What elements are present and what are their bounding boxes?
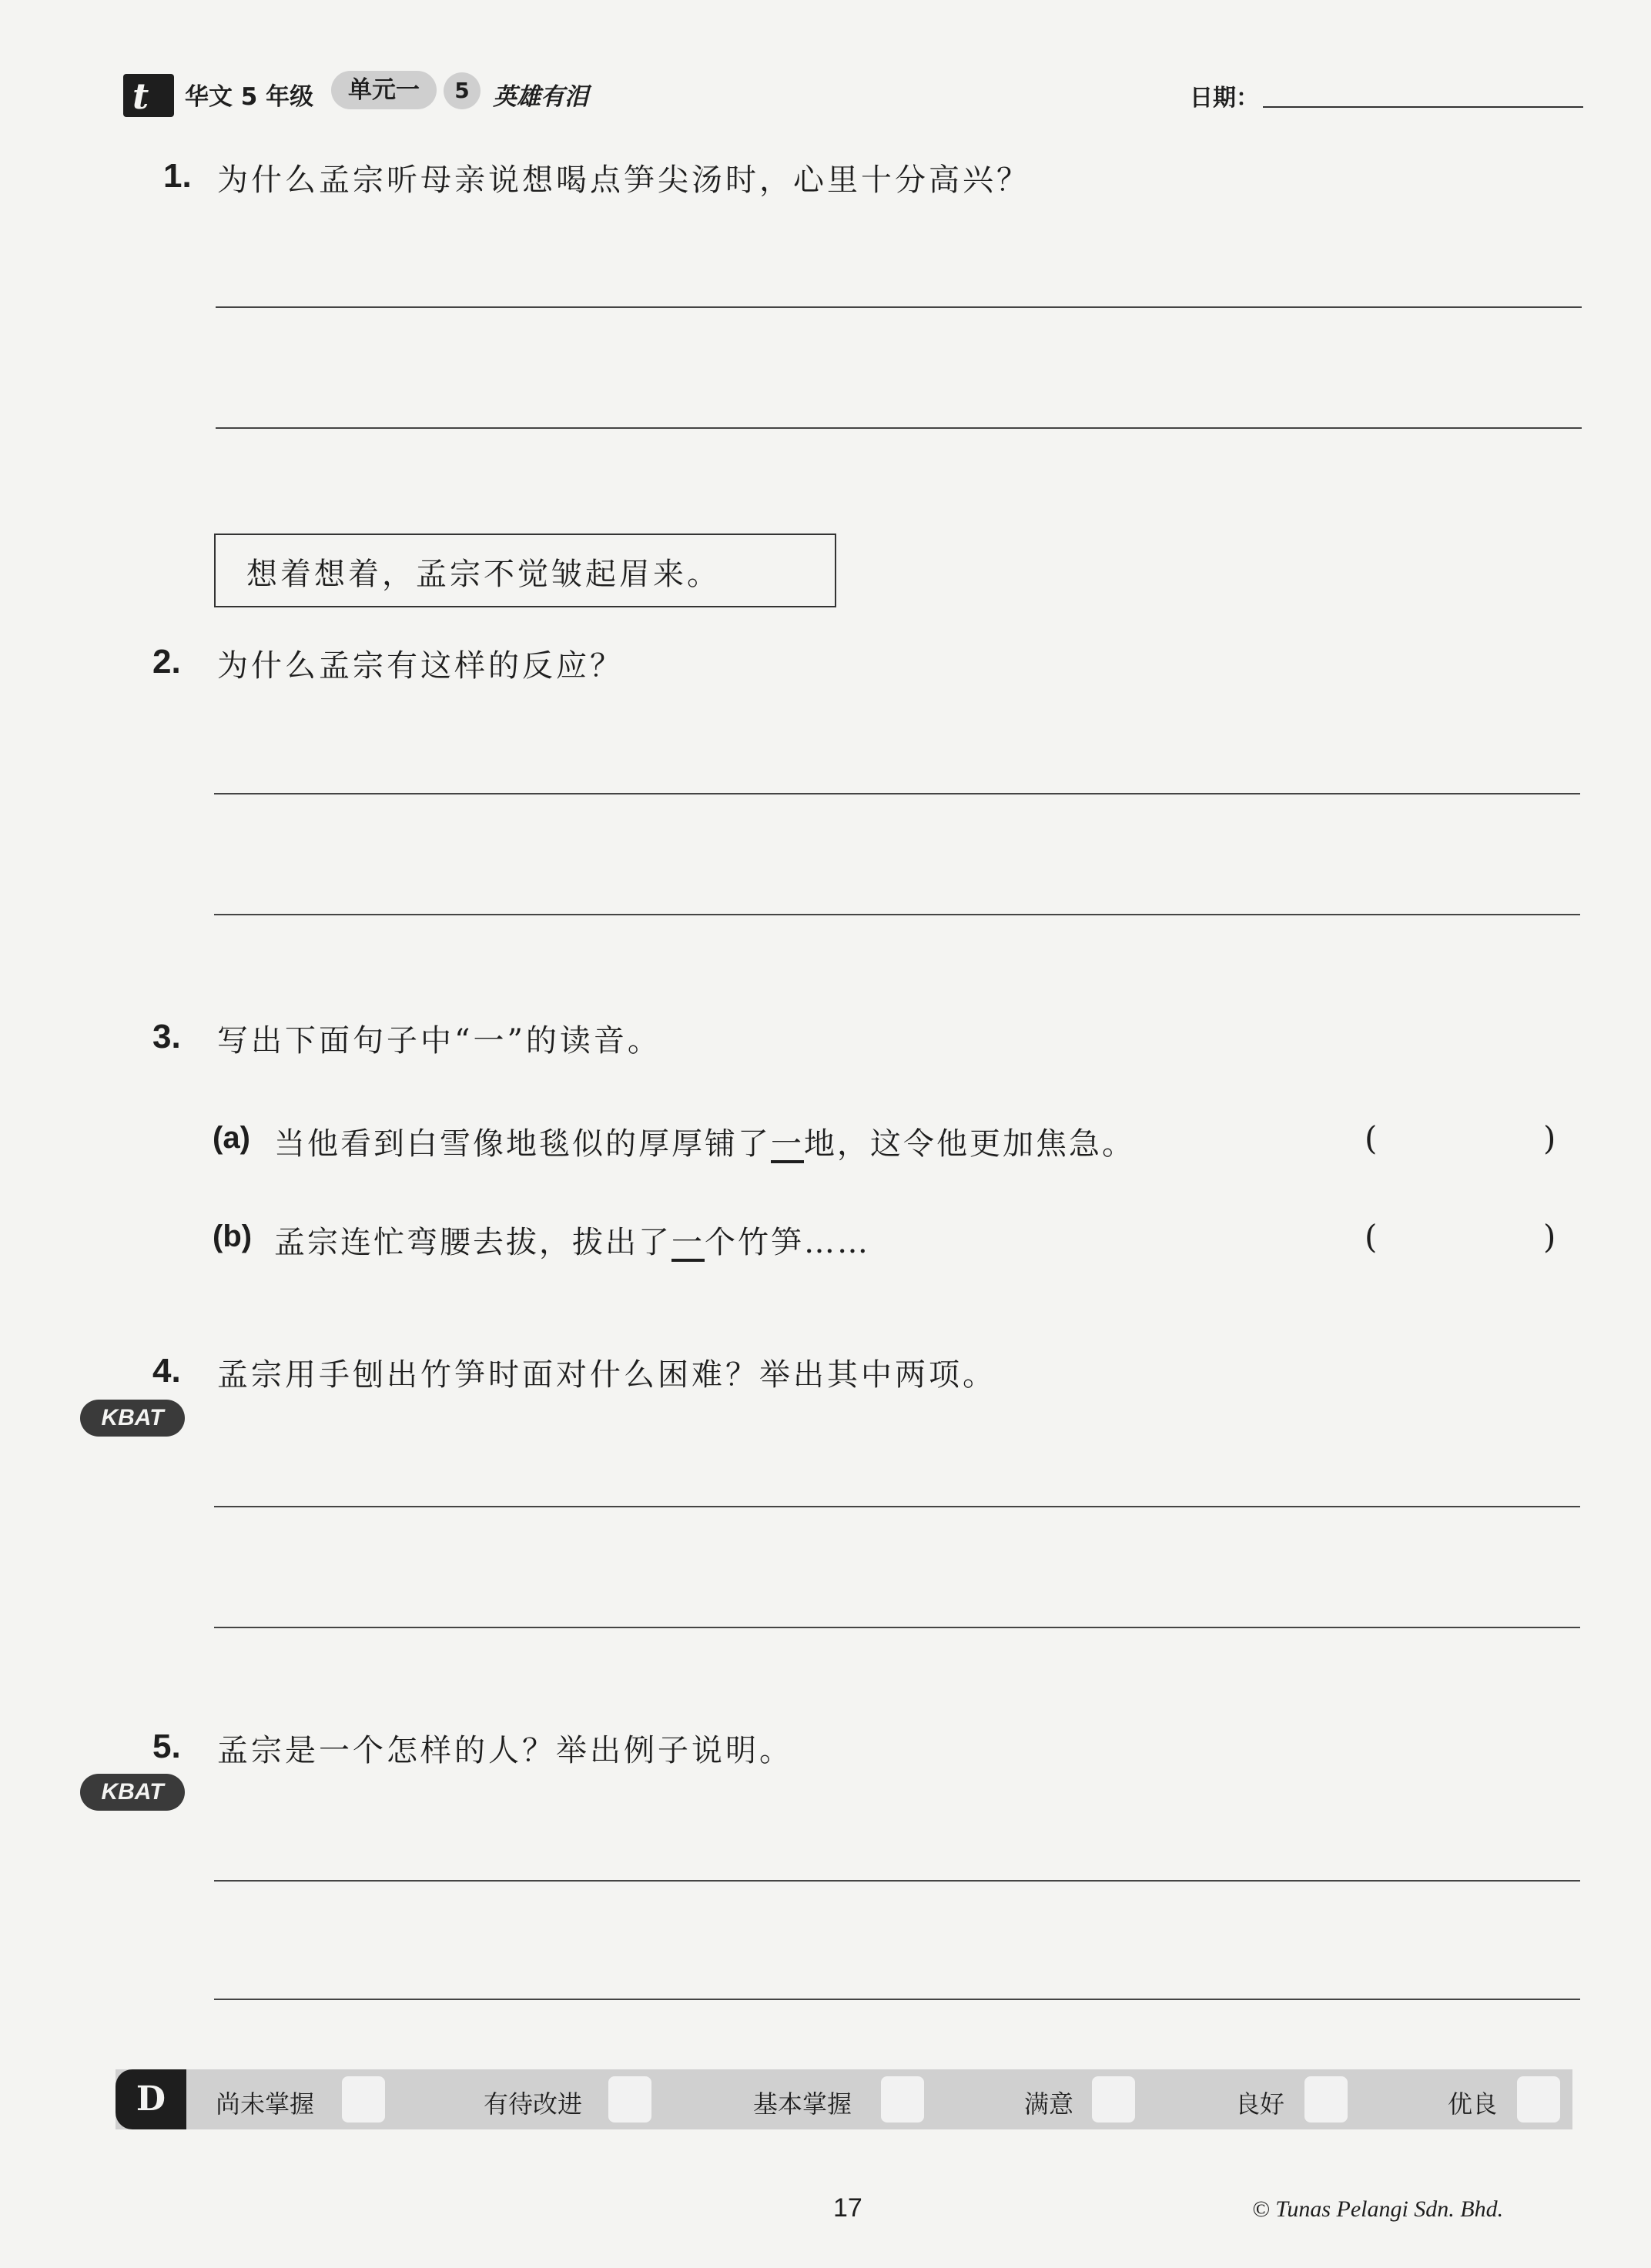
answer-paren-close: ) <box>1543 1218 1556 1256</box>
rating-label: 有待改进 <box>484 2089 583 2119</box>
question-3-number: 3. <box>152 1018 181 1055</box>
question-5-text: 孟宗是一个怎样的人？举出例子说明。 <box>217 1733 793 1768</box>
question-3a-label: (a) <box>213 1121 250 1155</box>
answer-paren-open: ( <box>1365 1218 1378 1256</box>
question-4-number: 4. <box>152 1352 181 1390</box>
question-1-text: 为什么孟宗听母亲说想喝点笋尖汤时，心里十分高兴？ <box>217 162 1030 198</box>
question-3b-label: (b) <box>213 1219 253 1253</box>
answer-line[interactable] <box>216 427 1582 429</box>
rating-label: 满意 <box>1024 2089 1074 2119</box>
question-3a-answer-field[interactable] <box>1386 1116 1534 1159</box>
answer-line[interactable] <box>214 1999 1580 2000</box>
underlined-character: 一 <box>771 1126 804 1162</box>
rating-checkbox[interactable] <box>1517 2076 1560 2122</box>
rating-label: 良好 <box>1235 2089 1285 2119</box>
answer-line[interactable] <box>216 306 1582 308</box>
question-2-text: 为什么孟宗有这样的反应？ <box>217 648 624 684</box>
answer-line[interactable] <box>214 914 1580 915</box>
answer-paren-close: ) <box>1543 1119 1556 1157</box>
unit-pill: 单元一 <box>331 71 437 109</box>
section-badge: D <box>116 2069 186 2129</box>
question-3b-answer-field[interactable] <box>1386 1215 1534 1258</box>
date-label: 日期： <box>1190 85 1259 112</box>
answer-line[interactable] <box>214 793 1580 794</box>
kbat-badge: KBAT <box>80 1774 185 1811</box>
grade-label: 华文 5 年级 <box>185 83 314 111</box>
question-3b-sentence: 孟宗连忙弯腰去拔，拔出了一个竹笋…… <box>274 1225 870 1260</box>
rating-label: 基本掌握 <box>753 2089 852 2119</box>
rating-checkbox[interactable] <box>1092 2076 1135 2122</box>
date-field[interactable] <box>1263 106 1583 108</box>
copyright: © Tunas Pelangi Sdn. Bhd. <box>1252 2196 1504 2222</box>
answer-line[interactable] <box>214 1506 1580 1507</box>
lesson-title: 英雄有泪 <box>493 83 588 111</box>
question-1-number: 1. <box>163 157 192 195</box>
underlined-character: 一 <box>671 1225 705 1260</box>
answer-line[interactable] <box>214 1880 1580 1882</box>
quote-box-text: 想着想着，孟宗不觉皱起眉来。 <box>246 557 721 592</box>
lesson-number-badge: 5 <box>444 72 481 109</box>
rating-label: 优良 <box>1448 2089 1498 2119</box>
kbat-badge: KBAT <box>80 1400 185 1437</box>
question-3a-sentence: 当他看到白雪像地毯似的厚厚铺了一地，这令他更加焦急。 <box>274 1126 1135 1162</box>
rating-checkbox[interactable] <box>1304 2076 1348 2122</box>
rating-label: 尚未掌握 <box>216 2089 315 2119</box>
rating-checkbox[interactable] <box>881 2076 924 2122</box>
answer-line[interactable] <box>214 1627 1580 1628</box>
publisher-logo-letter: t <box>132 75 149 117</box>
question-2-number: 2. <box>152 643 181 681</box>
rating-checkbox[interactable] <box>608 2076 651 2122</box>
question-5-number: 5. <box>152 1728 181 1765</box>
question-4-text: 孟宗用手刨出竹笋时面对什么困难？举出其中两项。 <box>217 1357 996 1393</box>
answer-paren-open: ( <box>1365 1119 1378 1157</box>
page-number: 17 <box>833 2193 862 2223</box>
rating-checkbox[interactable] <box>342 2076 385 2122</box>
question-3-text: 写出下面句子中“一”的读音。 <box>217 1023 661 1059</box>
